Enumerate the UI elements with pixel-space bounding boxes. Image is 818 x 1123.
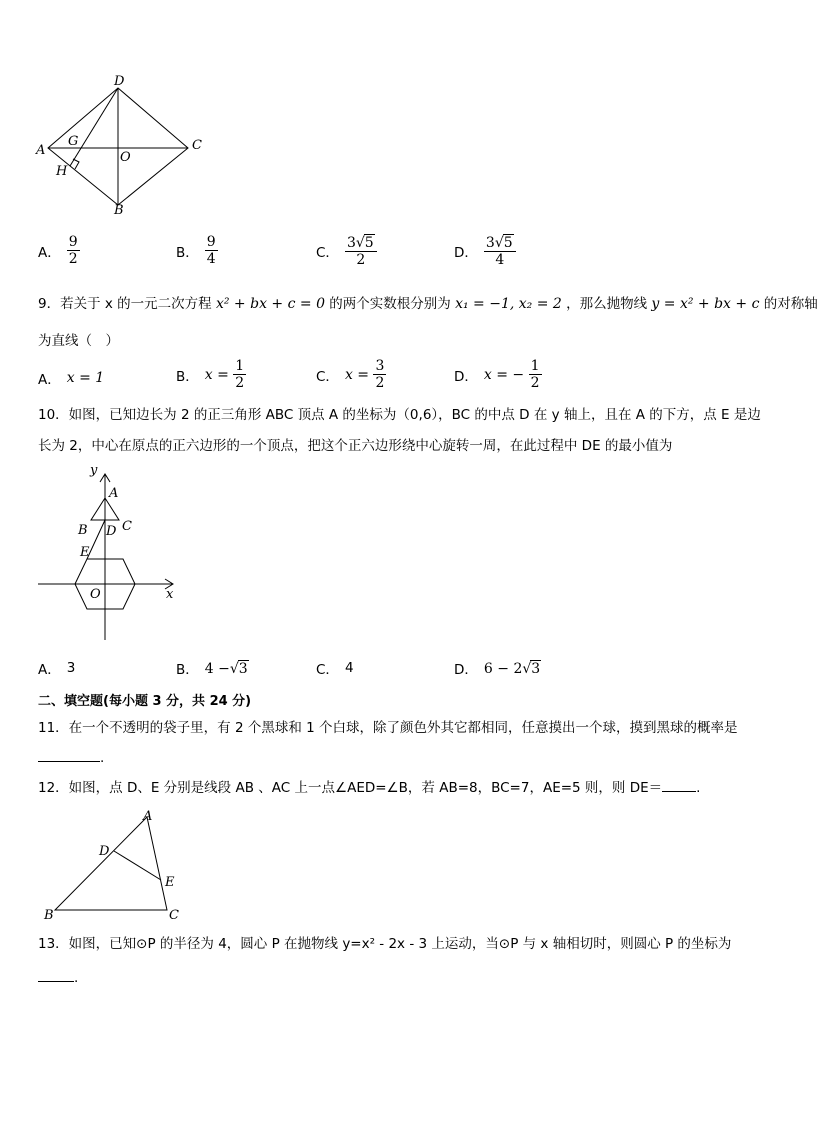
label-c: C	[192, 138, 202, 153]
expression: x = −	[483, 366, 525, 383]
label-o: O	[90, 587, 101, 602]
q11-answer-line	[38, 748, 104, 768]
numerator: 1	[530, 358, 540, 374]
segment-de	[87, 520, 105, 559]
text: 9．若关于 x 的一元二次方程	[38, 296, 212, 312]
numerator: 9	[206, 234, 216, 250]
fraction	[233, 358, 246, 391]
fraction	[529, 358, 542, 391]
option-label: B．	[176, 368, 199, 385]
section-title: 二、填空题(每小题 3 分，共 24 分)	[38, 694, 252, 709]
denominator: 2	[68, 251, 78, 267]
coefficient: 3	[346, 235, 356, 251]
hexagon-figure	[30, 460, 190, 645]
denominator: 2	[375, 375, 385, 391]
coefficient: 3	[485, 235, 495, 251]
expression: x =	[204, 366, 229, 383]
option-label: B．	[176, 662, 199, 678]
text: 的两个实数根分别为	[329, 296, 451, 312]
option-label: D．	[454, 368, 478, 385]
radicand: 5	[503, 235, 513, 251]
label-a: A	[143, 809, 153, 824]
q9-option-c[interactable]	[316, 358, 386, 391]
q11-stem-line1: 11．在一个不透明的袋子里，有 2 个黑球和 1 个白球，除了颜色外其它都相同，任意摸出一个球，摸到黑球的概率是	[38, 720, 738, 736]
answer-blank[interactable]	[38, 981, 74, 982]
text: .	[100, 750, 105, 766]
expression: x = 1	[66, 370, 105, 386]
triangle-figure	[30, 805, 200, 925]
q13-stem-line1: 13．如图，已知⊙P 的半径为 4，圆心 P 在抛物线 y=x² - 2x - 3 上运动，当⊙P 与 x 轴相切时，则圆心 P 的坐标为	[38, 936, 732, 952]
numerator: 9	[68, 234, 78, 250]
q10-stem-line1: 10．如图，已知边长为 2 的正三角形 ABC 顶点 A 的坐标为（0,6），BC 的中点 D 在 y 轴上，且在 A 的下方，点 E 是边	[38, 407, 761, 423]
text: .	[696, 780, 701, 796]
fraction	[484, 234, 516, 268]
q13-answer-line	[38, 968, 78, 988]
numerator: 3√5	[484, 234, 516, 252]
q10-option-a[interactable]	[38, 658, 75, 678]
q8-option-d[interactable]	[454, 234, 516, 268]
label-x: x	[166, 587, 174, 602]
option-label: C．	[316, 368, 339, 385]
q10-stem-line2: 长为 2，中心在原点的正六边形的一个顶点，把这个正六边形绕中心旋转一周，在此过程中 DE 的最小值为	[38, 438, 673, 454]
q9-stem-line1	[38, 294, 818, 314]
label-o: O	[120, 150, 131, 165]
q9-stem-line2: 为直线（ ）	[38, 333, 119, 349]
q10-option-c[interactable]	[316, 658, 354, 678]
numerator: 1	[235, 358, 245, 374]
rhombus-figure	[30, 75, 220, 220]
q9-option-a[interactable]	[38, 368, 104, 388]
text: 12．如图，点 D、E 分别是线段 AB 、AC 上一点∠AED=∠B，若 AB=8，BC=7，AE=5 则，则 DE＝	[38, 780, 663, 796]
radicand: 3	[531, 660, 541, 677]
option-label: D．	[454, 662, 478, 678]
parabola-equation: y = x² + bx + c	[651, 296, 760, 312]
label-d: D	[114, 74, 125, 89]
q9-option-b[interactable]	[176, 358, 246, 391]
text: ，那么抛物线	[566, 296, 648, 312]
label-d: D	[99, 844, 110, 859]
q10-option-b[interactable]: B． 4 −√3	[176, 658, 249, 678]
fraction	[345, 234, 377, 268]
q12-stem	[38, 778, 700, 798]
answer-blank[interactable]	[662, 791, 696, 792]
answer-blank[interactable]	[38, 761, 100, 762]
text: .	[74, 970, 79, 986]
denominator: 2	[530, 375, 540, 391]
numerator: 3√5	[345, 234, 377, 252]
label-b: B	[114, 203, 124, 218]
label-a: A	[109, 486, 119, 501]
label-g: G	[68, 134, 79, 149]
equation: x² + bx + c = 0	[215, 296, 325, 312]
expression: 6 − 2	[483, 660, 523, 677]
expression: 3	[66, 660, 76, 676]
option-label: A．	[38, 244, 61, 261]
q8-option-c[interactable]	[316, 234, 377, 268]
label-y: y	[90, 463, 98, 478]
denominator: 4	[495, 252, 505, 268]
fraction	[373, 358, 386, 391]
option-label: A．	[38, 372, 61, 388]
radicand: 3	[238, 660, 248, 677]
label-c: C	[169, 908, 179, 923]
option-label: C．	[316, 245, 339, 261]
label-h: H	[56, 164, 68, 179]
label-d: D	[106, 524, 117, 539]
q10-option-d[interactable]: D． 6 − 2√3	[454, 658, 541, 678]
denominator: 4	[206, 251, 216, 267]
fraction	[67, 234, 80, 267]
label-a: A	[36, 143, 46, 158]
label-e: E	[165, 875, 175, 890]
expression: 4	[344, 660, 354, 676]
label-b: B	[44, 908, 54, 923]
option-label: B．	[176, 244, 199, 261]
label-e: E	[80, 545, 90, 560]
expression: 4 −	[204, 660, 230, 677]
segment-de	[114, 851, 161, 880]
segment-dh	[70, 88, 118, 166]
denominator: 2	[356, 252, 366, 268]
q8-option-a[interactable]	[38, 234, 80, 267]
roots: x₁ = −1, x₂ = 2	[455, 296, 562, 312]
label-c: C	[122, 519, 132, 534]
fraction	[205, 234, 218, 267]
triangle-abc	[55, 817, 167, 910]
numerator: 3	[375, 358, 385, 374]
expression: x =	[344, 366, 370, 383]
q9-option-d[interactable]	[454, 358, 542, 391]
option-label: D．	[454, 245, 478, 261]
q8-option-b[interactable]	[176, 234, 218, 267]
option-label: A．	[38, 662, 61, 678]
text: 的对称轴	[763, 296, 818, 312]
label-b: B	[78, 523, 88, 538]
option-label: C．	[316, 662, 339, 678]
radicand: 5	[364, 235, 374, 251]
denominator: 2	[235, 375, 245, 391]
